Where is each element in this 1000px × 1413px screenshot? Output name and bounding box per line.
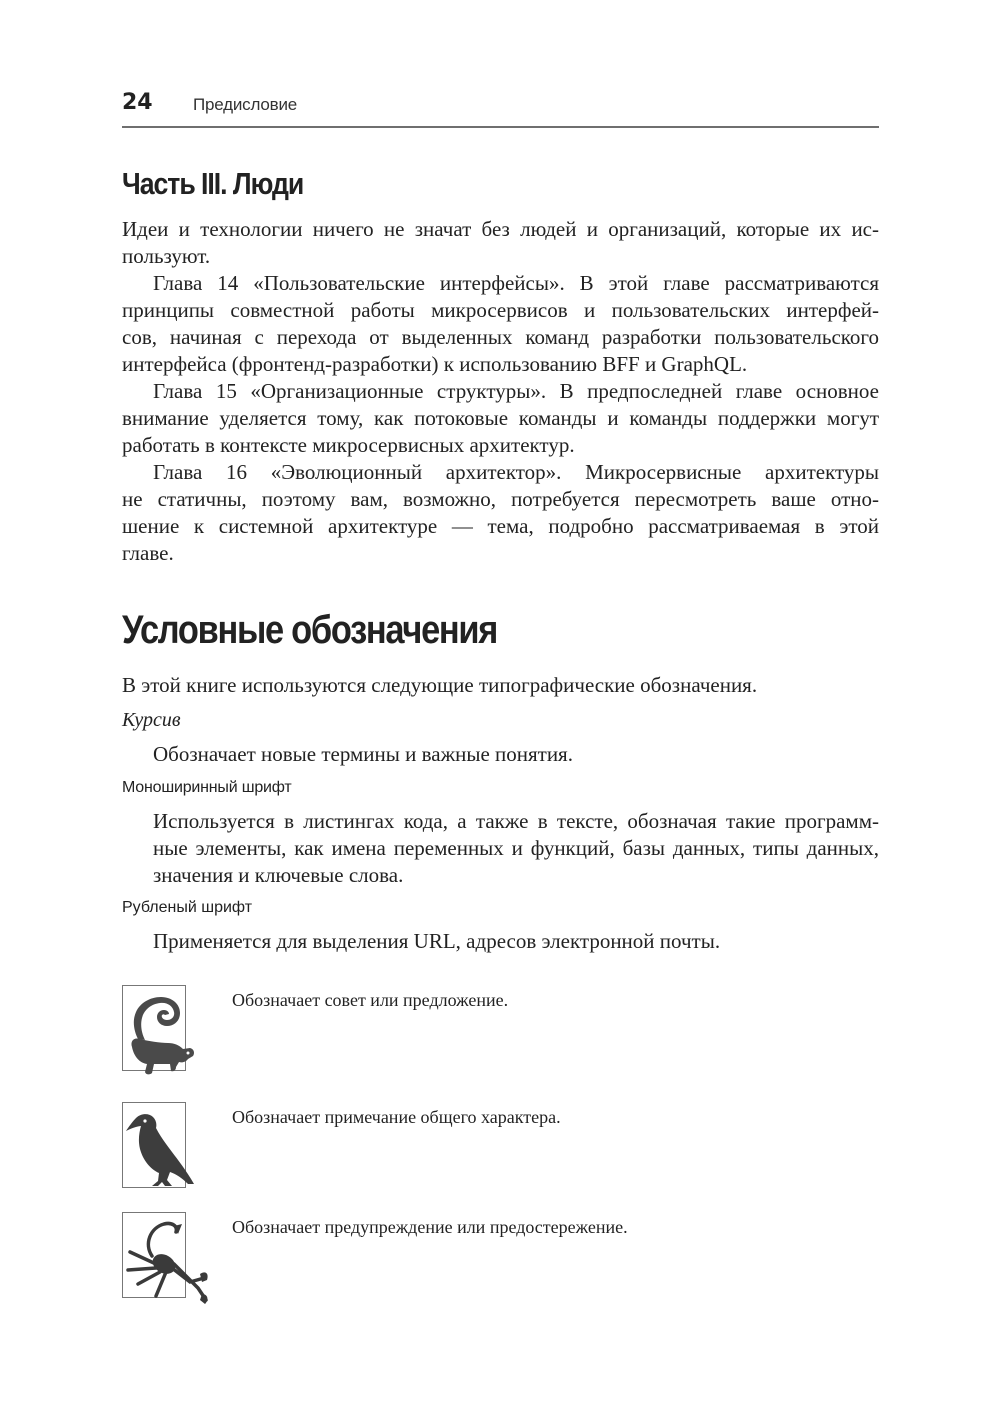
section-heading-part3: Часть III. Люди xyxy=(122,166,304,201)
term-italic: Курсив xyxy=(122,709,181,731)
chapter16-paragraph: Глава 16 «Эволюционный архитектор». Микросервисные архитектуры не статичны, поэтому вам, возможно, потребуется пересмотреть ваше отно- шение к системной архитектуре — тема, подробно рассматриваемая в этой главе. xyxy=(122,460,879,565)
definition-monospace: Используется в листингах кода, а также в тексте, обозначая такие программ- ные элементы, как имена переменных и функций, базы данных, типы данных, значения и ключевые слова. xyxy=(153,809,879,887)
general-note-text: Обозначает примечание общего характера. xyxy=(232,1107,561,1127)
part3-intro-paragraph: Идеи и технологии ничего не значат без людей и организаций, которые их ис- пользуют. xyxy=(122,217,879,268)
term-monospace: Моноширинный шрифт xyxy=(122,779,292,796)
chapter15-paragraph: Глава 15 «Организационные структуры». В предпоследней главе основное внимание уделяется тому, как потоковые команды и команды поддержки могут работать в контексте микросервисных архитектур. xyxy=(122,379,879,457)
crow-icon xyxy=(110,1102,210,1197)
warning-note-text: Обозначает предупреждение или предостережение. xyxy=(232,1217,628,1237)
section-heading-conventions: Условные обозначения xyxy=(122,608,498,652)
page-number: 24 xyxy=(122,90,153,115)
definition-sans-serif: Применяется для выделения URL, адресов электронной почты. xyxy=(153,929,721,953)
running-header xyxy=(122,88,879,128)
tip-note-text: Обозначает совет или предложение. xyxy=(232,990,509,1010)
definition-italic: Обозначает новые термины и важные понятия. xyxy=(153,742,573,766)
general-note xyxy=(110,1102,880,1197)
warning-note xyxy=(110,1212,880,1307)
lemur-icon xyxy=(110,985,210,1080)
running-title: Предисловие xyxy=(193,95,298,114)
chapter14-paragraph: Глава 14 «Пользовательские интерфейсы». В этой главе рассматриваются принципы совместной работы микросервисов и пользовательских интерфей- сов, начиная с перехода от выделенных команд разработки пользовательского интерфейса (фронтенд-разработки) к использованию BFF и GraphQL. xyxy=(122,271,879,376)
term-sans-serif: Рубленый шрифт xyxy=(122,899,253,916)
tip-note xyxy=(110,985,880,1080)
conventions-intro: В этой книге используются следующие типографические обозначения. xyxy=(122,673,758,697)
scorpion-icon xyxy=(110,1212,210,1307)
